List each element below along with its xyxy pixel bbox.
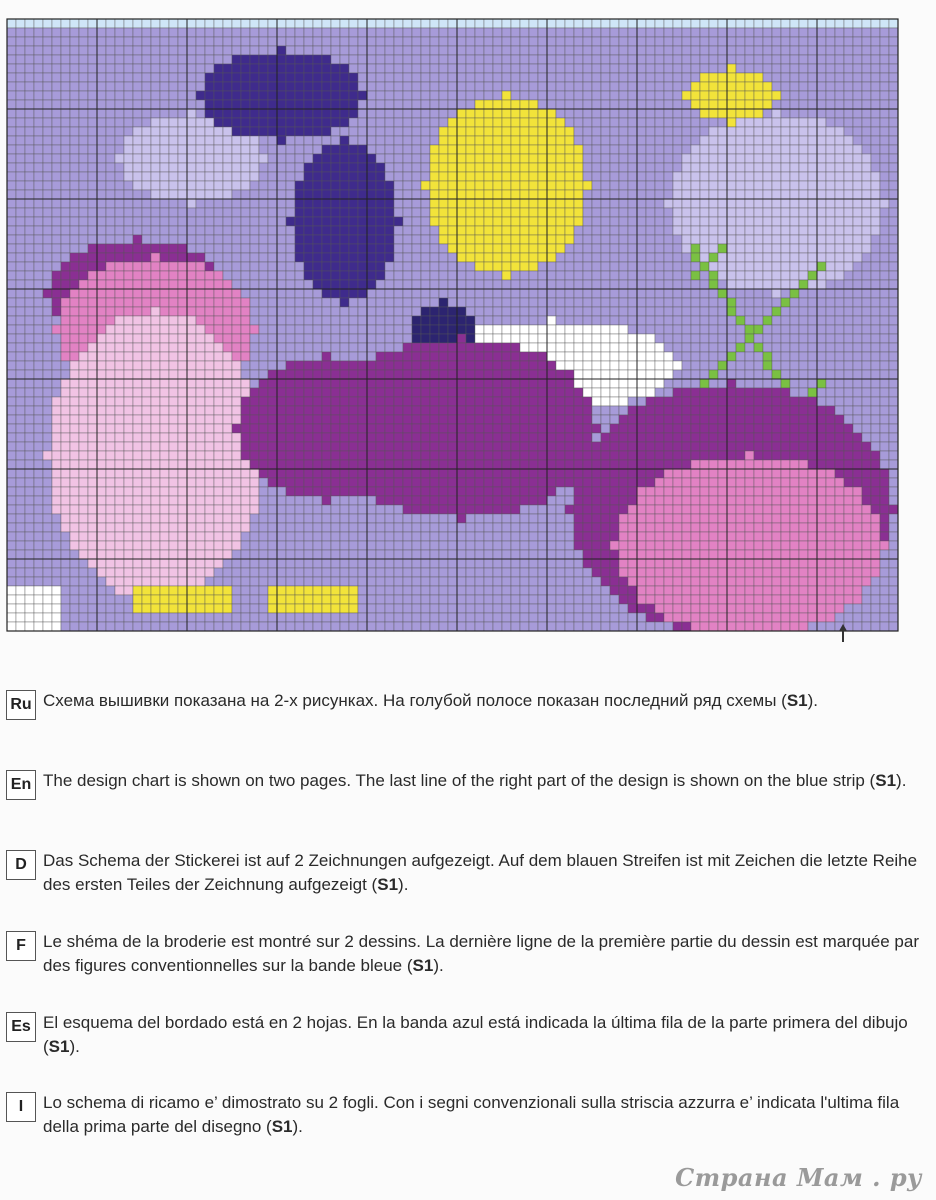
language-badge-de: D [6, 850, 36, 880]
language-badge-ru: Ru [6, 690, 36, 720]
language-badge-es: Es [6, 1012, 36, 1042]
instruction-text-ru: Схема вышивки показана на 2-х рисунках. На голубой полосе показан последний ряд схемы (S1). [43, 691, 819, 710]
site-watermark: Страна Мам . ру [675, 1163, 922, 1192]
instruction-text-es: El esquema del bordado está en 2 hojas. En la banda azul está indicada la última fila de la parte primera del dibujo (S1). [43, 1013, 908, 1056]
language-badge-en: En [6, 770, 36, 800]
instruction-text-it: Lo schema di ricamo e’ dimostrato su 2 fogli. Con i segni convenzionali sulla striscia azzurra e’ indicata l'ultima fila della prima parte del disegno (S1). [43, 1093, 900, 1136]
instruction-ru [0, 690, 936, 750]
instruction-text-de: Das Schema der Stickerei ist auf 2 Zeichnungen aufgezeigt. Auf dem blauen Streifen ist mit Zeichen die letzte Reihe des ersten Teiles der Zeichnung aufgezeigt (S1). [43, 851, 918, 894]
scroll-marker-arrow-icon [838, 624, 848, 642]
language-badge-fr: F [6, 931, 36, 961]
instruction-text-en: The design chart is shown on two pages. The last line of the right part of the design is shown on the blue strip (S1). [43, 771, 907, 790]
instruction-de [0, 850, 936, 910]
language-badge-it: I [6, 1092, 36, 1122]
instruction-text-fr: Le shéma de la broderie est montré sur 2 dessins. La dernière ligne de la première partie du dessin est marquée par des figures conventionnelles sur la bande bleue (S1). [43, 932, 919, 975]
instruction-it [0, 1092, 936, 1152]
instruction-en [0, 770, 936, 830]
instruction-fr [0, 931, 936, 991]
instruction-es [0, 1012, 936, 1072]
